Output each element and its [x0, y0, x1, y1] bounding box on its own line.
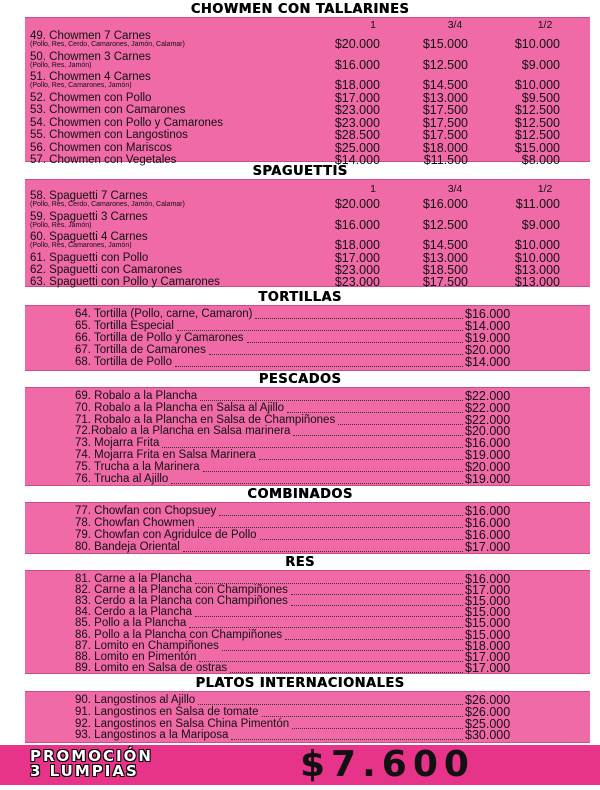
- menu-item-name: 55. Chowmen con Langostinos: [30, 129, 188, 141]
- section-title-tortillas: TORTILLAS: [258, 290, 342, 305]
- menu-item-name: 49. Chowmen 7 Carnes: [30, 30, 151, 42]
- price-p2: $17.500: [422, 128, 468, 142]
- price-p2: $18.500: [422, 262, 468, 277]
- price-p2: $13.000: [422, 250, 468, 265]
- panel-platos-internacionales: [25, 691, 590, 743]
- menu-item-price: $17.000: [465, 649, 511, 664]
- panel-combinados: [25, 502, 590, 554]
- menu-item-price: $16.000: [465, 307, 511, 321]
- menu-item-name: 89. Lomito en Salsa de ostras: [75, 661, 228, 674]
- menu-item-row: [25, 129, 590, 141]
- menu-item-price: $14.000: [465, 319, 511, 333]
- promo-line-1: PROMOCIÓN: [30, 747, 153, 765]
- menu-item-name: 74. Mojarra Frita en Salsa Marinera: [75, 449, 256, 461]
- leader-dots: [247, 342, 463, 343]
- price-p1: $23.000: [334, 115, 380, 130]
- menu-item-row: [25, 473, 590, 485]
- menu-item-row: [25, 104, 590, 116]
- leader-dots: [209, 354, 463, 355]
- panel-chowmen: [25, 17, 590, 167]
- section-title-combinados: COMBINADOS: [247, 487, 353, 502]
- menu-item-price: $17.000: [465, 583, 511, 598]
- price-p3: $12.500: [514, 103, 560, 117]
- promo-label: [30, 749, 153, 779]
- price-p1: $16.000: [334, 57, 380, 72]
- section-title-pescados: PESCADOS: [258, 372, 342, 387]
- menu-item-description: (Pollo, Res, Cerdo, Camarones, Jamón, Calamar): [30, 201, 185, 208]
- price-p1: $17.000: [334, 90, 380, 105]
- price-p2: $13.000: [422, 90, 468, 105]
- menu-item-price: $18.000: [465, 638, 511, 653]
- menu-item-price: $16.000: [465, 504, 511, 518]
- menu-item-name: 73. Mojarra Frita: [75, 437, 160, 450]
- menu-item-name: 81. Carne a la Plancha: [75, 573, 192, 585]
- menu-item-name: 82. Carne a la Plancha con Champiñones: [75, 584, 288, 597]
- section-title-res: RES: [285, 555, 315, 570]
- menu-item-name: 93. Langostinos a la Mariposa: [75, 729, 229, 742]
- menu-item-row: [25, 402, 590, 414]
- menu-item-name: 58. Spaguetti 7 Carnes: [30, 190, 148, 202]
- menu-item-row: [25, 356, 590, 368]
- menu-item-price: $16.000: [465, 572, 511, 586]
- price-p2: $18.000: [422, 140, 468, 155]
- promo-banner: [0, 745, 600, 785]
- leader-dots: [177, 330, 463, 331]
- price-p1: $20.000: [334, 37, 380, 51]
- menu-item-price: $19.000: [465, 331, 511, 345]
- menu-item-description: (Pollo, Res, Camarones, Jamón): [30, 82, 132, 89]
- menu-item-name: 70. Robalo a la Plancha en Salsa al Ajillo: [75, 401, 285, 414]
- menu-item-price: $22.000: [465, 389, 511, 403]
- menu-item-name: 59. Spaguetti 3 Carnes: [30, 210, 148, 223]
- menu-item-price: $17.000: [465, 540, 511, 554]
- price-p2: $11.500: [423, 153, 468, 167]
- price-p2: $14.500: [422, 78, 468, 92]
- menu-item-name: 84. Cerdo a la Plancha: [75, 606, 192, 619]
- menu-item-price: $19.000: [465, 471, 511, 486]
- price-p2: $12.500: [422, 217, 468, 232]
- panel-pescados: [25, 387, 590, 486]
- menu-item-description: (Pollo, Res, Jamón): [30, 61, 92, 69]
- price-p2: $16.000: [422, 197, 468, 211]
- price-p2: $14.500: [422, 238, 468, 252]
- menu-item-name: 76. Trucha al Ajillo: [75, 472, 169, 485]
- menu-item-name: 68. Tortilla de Pollo: [75, 356, 172, 368]
- menu-item-price: $15.000: [465, 627, 511, 642]
- menu-item-name: 66. Tortilla de Pollo y Camarones: [75, 332, 244, 344]
- menu-item-name: 86. Pollo a la Plancha con Champiñones: [75, 628, 283, 641]
- size-header-half: 1/2: [537, 19, 553, 31]
- menu-item-name: 67. Tortilla de Camarones: [75, 344, 206, 356]
- menu-item-name: 91. Langostinos en Salsa de tomate: [75, 705, 259, 718]
- menu-item-price: $16.000: [465, 528, 511, 542]
- price-p1: $23.000: [334, 103, 380, 117]
- price-p2: $12.500: [422, 57, 468, 72]
- menu-item-price: $15.000: [465, 605, 511, 620]
- price-p2: $15.000: [422, 37, 468, 51]
- menu-item-name: 77. Chowfan con Chopsuey: [75, 505, 217, 517]
- menu-item-name: 85. Pollo a la Plancha: [75, 617, 187, 630]
- menu-item-price: $15.000: [465, 594, 511, 609]
- menu-item-row: [25, 541, 590, 553]
- menu-item-row: [25, 461, 590, 473]
- menu-item-name: 80. Bandeja Oriental: [75, 541, 180, 553]
- price-p2: $17.500: [422, 275, 468, 290]
- menu-item-price: $20.000: [465, 424, 511, 439]
- price-p1: $18.000: [334, 78, 380, 92]
- menu-item-name: 53. Chowmen con Camarones: [30, 104, 186, 116]
- price-p3: $9.500: [521, 90, 560, 105]
- menu-item-name: 50. Chowmen 3 Carnes: [30, 50, 151, 63]
- price-p1: $25.000: [334, 140, 380, 155]
- leader-dots: [231, 739, 463, 740]
- menu-item-price: $26.000: [465, 704, 511, 719]
- price-p3: $10.000: [514, 250, 560, 265]
- price-p2: $17.500: [422, 115, 468, 130]
- menu-item-description: (Pollo, Res, Jamón): [30, 221, 92, 229]
- menu-item-name: 90. Langostinos al Ajillo: [75, 694, 196, 706]
- price-p3: $13.000: [514, 275, 560, 290]
- size-header-three-quarter: 3/4: [447, 183, 463, 195]
- menu-item-row: [25, 264, 590, 276]
- menu-item-row: [25, 211, 590, 231]
- price-p3: $9.000: [521, 217, 560, 232]
- menu-item-price: $20.000: [465, 459, 511, 474]
- price-p1: $23.000: [334, 262, 380, 277]
- price-p2: $17.500: [422, 103, 468, 117]
- size-header-full: 1: [370, 183, 376, 195]
- menu-item-name: 51. Chowmen 4 Carnes: [30, 71, 151, 83]
- section-title-chowmen: CHOWMEN CON TALLARINES: [190, 2, 410, 17]
- menu-item-name: 60. Spaguetti 4 Carnes: [30, 231, 148, 243]
- menu-item-name: 54. Chowmen con Pollo y Camarones: [30, 116, 224, 129]
- menu-item-name: 87. Lomito en Champiñones: [75, 639, 219, 652]
- menu-item-row: [25, 662, 590, 674]
- price-p3: $13.000: [514, 262, 560, 277]
- menu-item-name: 52. Chowmen con Pollo: [30, 91, 152, 104]
- menu-item-row: [25, 729, 590, 741]
- leader-dots: [198, 527, 463, 528]
- menu-item-row: [25, 190, 590, 210]
- menu-item-name: 79. Chowfan con Agridulce de Pollo: [75, 529, 257, 541]
- price-p3: $12.500: [514, 115, 560, 130]
- menu-item-name: 69. Robalo a la Plancha: [75, 390, 198, 402]
- menu-item-price: $30.000: [465, 728, 511, 743]
- size-header-full: 1: [370, 19, 376, 31]
- panel-tortillas: [25, 305, 590, 371]
- section-title-platos-internacionales: PLATOS INTERNACIONALES: [195, 676, 405, 691]
- menu-item-price: $17.000: [465, 660, 511, 675]
- menu-item-name: 92. Langostinos en Salsa China Pimentón: [75, 717, 290, 730]
- price-p3: $15.000: [514, 140, 560, 155]
- price-p1: $23.000: [334, 275, 380, 290]
- menu-item-price: $22.000: [465, 412, 511, 427]
- leader-dots: [255, 318, 463, 319]
- menu-item-row: [25, 71, 590, 91]
- price-p3: $11.000: [515, 197, 560, 211]
- menu-item-name: 63. Spaguetti con Pollo y Camarones: [30, 276, 220, 289]
- menu-item-row: [25, 142, 590, 154]
- price-p3: $12.500: [514, 128, 560, 142]
- leader-dots: [219, 515, 463, 516]
- price-p3: $10.000: [514, 238, 560, 252]
- price-p1: $14.000: [334, 153, 380, 167]
- menu-item-row: [25, 30, 590, 50]
- menu-item-price: $19.000: [465, 448, 511, 462]
- size-header-three-quarter: 3/4: [447, 19, 463, 31]
- menu-item-name: 71. Robalo a la Plancha en Salsa de Champiñones: [75, 413, 336, 426]
- menu-item-price: $20.000: [465, 343, 511, 357]
- menu-item-price: $15.000: [465, 616, 511, 631]
- leader-dots: [175, 366, 463, 367]
- menu-item-row: [25, 252, 590, 264]
- menu-item-row: [25, 92, 590, 104]
- price-p3: $9.000: [521, 57, 560, 72]
- panel-spaguettis: [25, 179, 590, 290]
- menu-item-name: 75. Trucha a la Marinera: [75, 460, 200, 473]
- leader-dots: [171, 483, 463, 484]
- menu-item-name: 65. Tortilla Especial: [75, 320, 174, 332]
- menu-item-name: 62. Spaguetti con Camarones: [30, 263, 183, 276]
- menu-item-price: $14.000: [465, 355, 511, 369]
- leader-dots: [183, 551, 463, 552]
- menu-item-price: $16.000: [465, 436, 511, 451]
- promo-price: $7.600: [300, 744, 475, 785]
- menu-item-name: 78. Chowfan Chowmen: [75, 517, 195, 529]
- menu-item-row: [25, 231, 590, 251]
- price-p1: $18.000: [334, 238, 380, 252]
- price-p3: $10.000: [514, 37, 560, 51]
- price-p1: $28.500: [334, 128, 380, 142]
- menu-item-name: 88. Lomito en Pimentón: [75, 650, 197, 663]
- menu-item-name: 61. Spaguetti con Pollo: [30, 251, 149, 264]
- price-p1: $16.000: [334, 217, 380, 232]
- menu-item-description: (Pollo, Res, Cerdo, Camarones, Jamón, Calamar): [30, 41, 185, 48]
- menu-item-price: $22.000: [465, 400, 511, 415]
- price-p3: $8.000: [521, 153, 560, 167]
- menu-item-price: $25.000: [465, 716, 511, 731]
- panel-res: [25, 570, 590, 674]
- menu-item-row: [25, 117, 590, 129]
- menu-item-name: 56. Chowmen con Mariscos: [30, 141, 172, 154]
- price-p3: $10.000: [514, 78, 560, 92]
- leader-dots: [260, 539, 463, 540]
- size-header-half: 1/2: [537, 183, 553, 195]
- menu-item-price: $16.000: [465, 516, 511, 530]
- menu-item-name: 64. Tortilla (Pollo, carne, Camaron): [75, 308, 253, 320]
- menu-item-row: [25, 276, 590, 288]
- leader-dots: [230, 672, 463, 673]
- price-p1: $20.000: [334, 197, 380, 211]
- section-title-spaguettis: SPAGUETTIS: [252, 164, 348, 179]
- menu-item-row: [25, 51, 590, 71]
- menu-item-row: [25, 706, 590, 718]
- menu-item-price: $26.000: [465, 693, 511, 707]
- menu-item-name: 83. Cerdo a la Plancha con Champiñones: [75, 595, 288, 608]
- menu-item-name: 57. Chowmen con Vegetales: [30, 154, 177, 166]
- price-p1: $17.000: [334, 250, 380, 265]
- promo-line-2: 3 LUMPIAS: [30, 762, 139, 780]
- menu-item-description: (Pollo, Res, Camarones, Jamón): [30, 242, 132, 249]
- menu-item-name: 72.Robalo a la Plancha en Salsa marinera: [75, 425, 291, 438]
